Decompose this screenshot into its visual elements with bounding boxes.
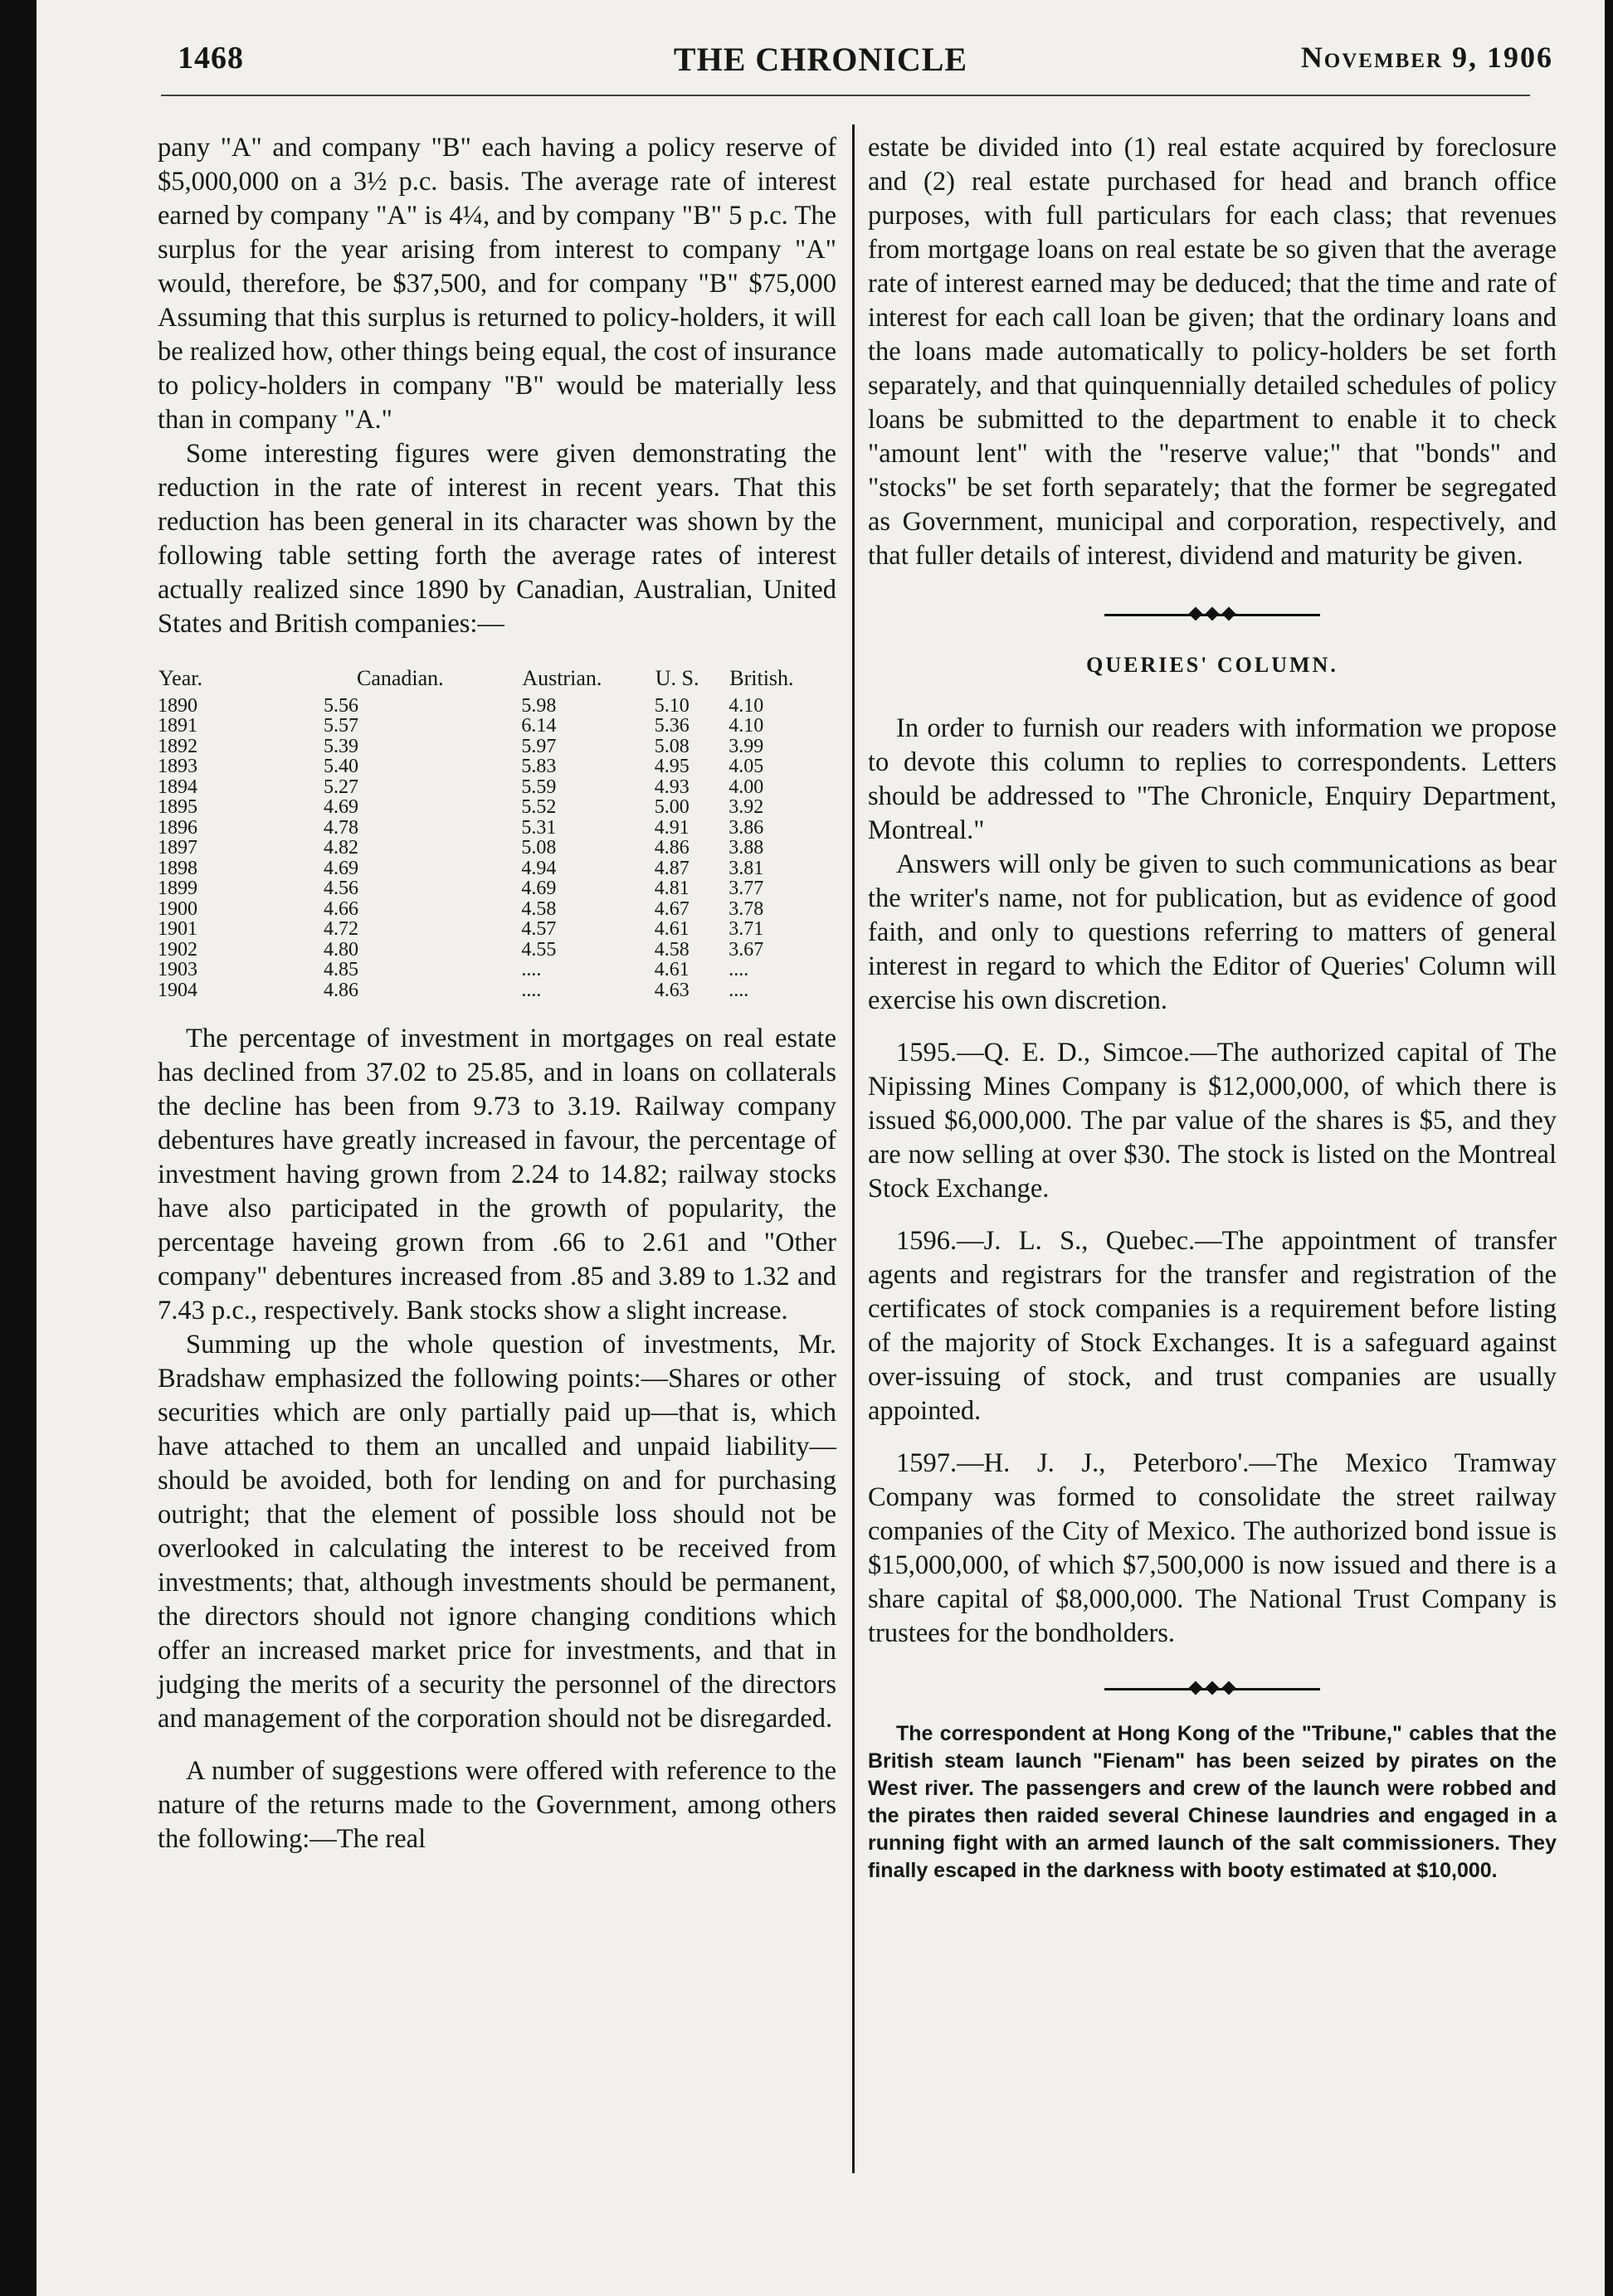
year-cell: 1892: [158, 735, 197, 757]
us-cell: 4.87: [654, 857, 690, 879]
british-cell: 3.71: [729, 918, 764, 940]
british-cell: 3.99: [729, 735, 764, 757]
canadian-cell: 4.80: [324, 938, 358, 961]
paragraph: pany "A" and company "B" each having a policy reserve of $5,000,000 on a 3½ p.c. basis. The average rate of interest earned by company "A" is 4¼, and by company "B" 5 p.c. The surplus for the year arising from interest to company "A" would, therefore, be $37,500, and for company "B" $75,000 Assuming that this surplus is returned to policy-holders, it will be realized how, other things being equal, the cost of insurance to policy-holders in company "B" would be materially less than in company "A.": [158, 133, 836, 435]
publication-title: THE CHRONICLE: [673, 41, 968, 78]
year-cell: 1896: [158, 816, 197, 839]
table-row: [158, 737, 836, 757]
austrian-cell: 4.55: [521, 938, 557, 961]
column-divider: [852, 124, 855, 2173]
canadian-cell: 4.69: [324, 796, 358, 818]
table-row: [158, 980, 836, 1001]
austrian-cell: 4.69: [521, 878, 557, 899]
news-note: The correspondent at Hong Kong of the "Tribune," cables that the British steam launch "Fienam" has been seized by pirates on the West river. The passengers and crew of the launch were robbed and the pirates then raided several Chinese laundries and engaged in a running fight with an armed launch of the salt commissioners. They finally escaped in the darkness with booty estimated at $10,000.: [868, 1722, 1557, 1882]
austrian-cell: 4.58: [521, 897, 557, 920]
table-row: [158, 899, 836, 920]
query-answer-1596: 1596.—J. L. S., Quebec.—The appointment of transfer agents and registrars for the transfer and registration of the certificates of stock companies is a requirement before listing of the majority of Stock Exchanges. It is a safeguard against over-issuing of stock, and trust companies are usually appointed.: [868, 1226, 1557, 1426]
canadian-cell: 4.56: [324, 878, 358, 899]
column-header-austrian: Austrian.: [522, 666, 602, 690]
column-header-canadian: Canadian.: [357, 666, 444, 690]
canadian-cell: 5.57: [324, 715, 358, 737]
paragraph: The percentage of investment in mortgages on real estate has declined from 37.02 to 25.85, and in loans on collaterals the decline has been from 9.73 to 3.19. Railway company debentures have greatly increased in favour, the percentage of investment having grown from 2.24 to 14.82; railway stocks have also participated in the growth of popularity, the percentage haveing grown from .66 to 2.61 and "Other company" debentures increased from .85 and 3.89 to 1.32 and 7.43 p.c., respectively. Bank stocks show a slight increase.: [158, 1024, 836, 1326]
british-cell: 4.10: [729, 694, 764, 717]
year-cell: 1900: [158, 897, 197, 920]
year-cell: 1899: [158, 878, 197, 899]
british-cell: 3.78: [729, 897, 764, 920]
us-cell: 5.10: [654, 694, 690, 717]
british-cell: 3.88: [729, 837, 764, 859]
paragraph: A number of suggestions were offered with reference to the nature of the returns made to the Government, among others the following:—The real: [158, 1756, 836, 1854]
paragraph: Summing up the whole question of investments, Mr. Bradshaw emphasized the following points:—Shares or other securities which are only partially paid up—that is, which have attached to them an uncalled and unpaid liability—should be avoided, both for lending on and for purchasing outright; that the element of possible loss should not be overlooked in calculating the interest to be received from investments; that, although investments should be permanent, the directors should not ignore changing conditions which offer an increased market price for investments, and that in judging the merits of a security the personnel of the directors and management of the corporation should not be disregarded.: [158, 1330, 836, 1734]
british-cell: 4.00: [729, 776, 764, 798]
column-header-year: Year.: [158, 666, 202, 690]
canadian-cell: 4.72: [324, 918, 358, 940]
paragraph: estate be divided into (1) real estate acquired by foreclosure and (2) real estate purchased for head and branch office purposes, with full particulars for each class; that revenues from mortgage loans on real estate be so given that the average rate of interest earned may be deduced; that the time and rate of interest for each call loan be given; that the ordinary loans and the loans made automatically to policy-holders be set forth separately, and that quinquennially detailed schedules of policy loans be submitted to the department to enable it to check "amount lent" with the "reserve value;" that "bonds" and "stocks" be set forth separately; that the former be segregated as Government, municipal and corporation, respectively, and that fuller details of interest, dividend and maturity be given.: [868, 133, 1557, 571]
column-header-us: U. S.: [655, 666, 699, 690]
table-row: [158, 797, 836, 818]
british-cell: ....: [729, 959, 749, 980]
austrian-cell: 6.14: [521, 715, 557, 737]
british-cell: 3.86: [729, 816, 764, 839]
canadian-cell: 5.40: [324, 756, 358, 777]
austrian-cell: 4.94: [521, 857, 557, 879]
query-answer-1595: 1595.—Q. E. D., Simcoe.—The authorized capital of The Nipissing Mines Company is $12,000,000, of which there is issued $6,000,000. The par value of the shares is $5, and they are now selling at over $30. The stock is listed on the Montreal Stock Exchange.: [868, 1038, 1557, 1204]
left-column: [158, 131, 836, 1856]
canadian-cell: 4.69: [324, 857, 358, 879]
section-ornament: [1104, 606, 1320, 623]
canadian-cell: 5.39: [324, 735, 358, 757]
us-cell: 4.63: [654, 979, 690, 1001]
canadian-cell: 5.56: [324, 694, 358, 717]
austrian-cell: 5.98: [521, 694, 557, 717]
table-row: [158, 756, 836, 777]
canadian-cell: 4.85: [324, 959, 358, 980]
us-cell: 4.91: [654, 816, 690, 839]
paragraph: Answers will only be given to such communications as bear the writer's name, not for publication, but as evidence of good faith, and only to questions referring to matters of general interest in regard to which the Editor of Queries' Column will exercise his own discretion.: [868, 849, 1557, 1015]
table-row: [158, 940, 836, 961]
year-cell: 1894: [158, 776, 197, 798]
year-cell: 1902: [158, 938, 197, 961]
canadian-cell: 5.27: [324, 776, 358, 798]
right-column: [868, 131, 1557, 1885]
us-cell: 4.93: [654, 776, 690, 798]
paragraph: In order to furnish our readers with information we propose to devote this column to replies to correspondents. Letters should be addressed to "The Chronicle, Enquiry Department, Montreal.": [868, 713, 1557, 845]
year-cell: 1904: [158, 979, 197, 1001]
us-cell: 4.81: [654, 878, 690, 899]
british-cell: 3.77: [729, 878, 764, 899]
british-cell: 3.92: [729, 796, 764, 818]
austrian-cell: 5.59: [521, 776, 557, 798]
query-answer-1597: 1597.—H. J. J., Peterboro'.—The Mexico Tramway Company was formed to consolidate the street railway companies of the City of Mexico. The authorized bond issue is $15,000,000, of which $7,500,000 is now issued and there is a share capital of $8,000,000. The National Trust Company is trustees for the bondholders.: [868, 1448, 1557, 1648]
table-row: [158, 777, 836, 798]
table-row: [158, 878, 836, 899]
year-cell: 1893: [158, 756, 197, 777]
table-row: [158, 716, 836, 737]
page-number: 1468: [178, 41, 244, 75]
canadian-cell: 4.66: [324, 897, 358, 920]
table-row: [158, 919, 836, 940]
us-cell: 4.61: [654, 918, 690, 940]
british-cell: 3.67: [729, 938, 764, 961]
canadian-cell: 4.78: [324, 816, 358, 839]
austrian-cell: 4.57: [521, 918, 557, 940]
year-cell: 1890: [158, 694, 197, 717]
newspaper-page: [37, 0, 1605, 2296]
paragraph: Some interesting figures were given demonstrating the reduction in the rate of interest in recent years. That this reduction has been general in its character was shown by the following table setting forth the average rates of interest actually realized since 1890 by Canadian, Australian, United States and British companies:—: [158, 439, 836, 639]
us-cell: 5.00: [654, 796, 690, 818]
year-cell: 1897: [158, 837, 197, 859]
us-cell: 4.61: [654, 959, 690, 980]
header-rule: [161, 95, 1530, 96]
us-cell: 4.95: [654, 756, 690, 777]
british-cell: 4.05: [729, 756, 764, 777]
year-cell: 1891: [158, 715, 197, 737]
table-row: [158, 960, 836, 980]
year-cell: 1903: [158, 959, 197, 980]
issue-date: November 9, 1906: [1300, 41, 1553, 74]
british-cell: ....: [729, 979, 749, 1001]
austrian-cell: ....: [521, 959, 542, 980]
section-ornament: [1104, 1681, 1320, 1697]
austrian-cell: 5.31: [521, 816, 557, 839]
austrian-cell: 5.83: [521, 756, 557, 777]
year-cell: 1898: [158, 857, 197, 879]
british-cell: 3.81: [729, 857, 764, 879]
us-cell: 5.08: [654, 735, 690, 757]
austrian-cell: 5.97: [521, 735, 557, 757]
table-row: [158, 838, 836, 859]
us-cell: 4.58: [654, 938, 690, 961]
us-cell: 4.67: [654, 897, 690, 920]
table-row: [158, 696, 836, 717]
table-row: [158, 818, 836, 839]
british-cell: 4.10: [729, 715, 764, 737]
table-row: [158, 859, 836, 879]
austrian-cell: ....: [521, 979, 542, 1001]
canadian-cell: 4.82: [324, 837, 358, 859]
austrian-cell: 5.52: [521, 796, 557, 818]
table-header-row: [158, 668, 836, 696]
austrian-cell: 5.08: [521, 837, 557, 859]
table-body: [158, 696, 836, 1001]
column-header-british: British.: [729, 666, 794, 690]
canadian-cell: 4.86: [324, 979, 358, 1001]
year-cell: 1895: [158, 796, 197, 818]
us-cell: 5.36: [654, 715, 690, 737]
year-cell: 1901: [158, 918, 197, 940]
section-heading: QUERIES' COLUMN.: [1086, 653, 1338, 677]
interest-rates-table: [158, 668, 836, 1000]
us-cell: 4.86: [654, 837, 690, 859]
